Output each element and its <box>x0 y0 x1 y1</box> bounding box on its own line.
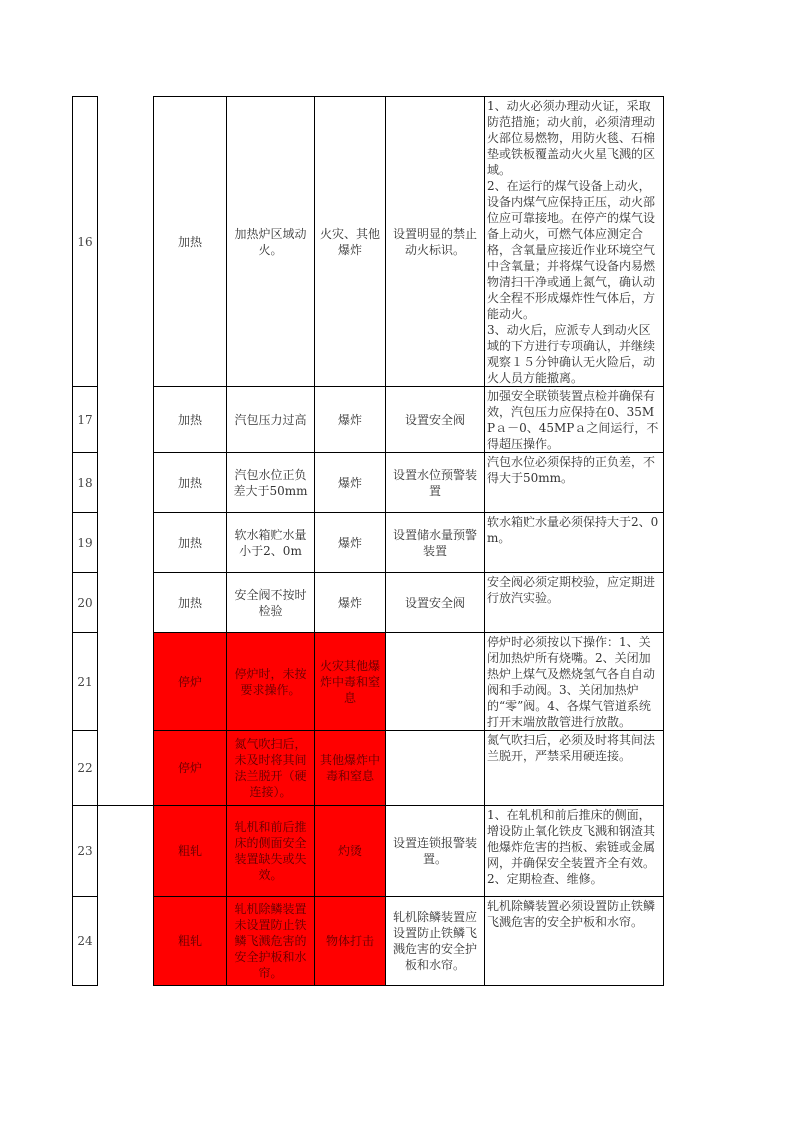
risk-control-table <box>72 96 664 986</box>
group-cell <box>98 97 154 806</box>
measure-paragraph: 加强安全联锁装置点检并确保有效，汽包压力应保持在0、35MPａ－0、45MPａ之间运行，不得超压操作。 <box>487 389 659 451</box>
accident-type-cell: 灼烫 <box>315 806 386 897</box>
management-measure-cell <box>485 897 664 986</box>
accident-type-cell: 物体打击 <box>315 897 386 986</box>
hazard-source-cell: 汽包水位正负差大于50mm <box>227 453 315 513</box>
row-number: 19 <box>73 513 98 573</box>
table-row <box>73 97 664 387</box>
hazard-source-cell: 轧机除鳞装置未设置防止铁鳞飞溅危害的安全护板和水帘。 <box>227 897 315 986</box>
control-measure-cell <box>386 731 485 806</box>
process-cell: 加热 <box>154 97 227 387</box>
table-row <box>73 806 664 897</box>
table-row <box>73 573 664 633</box>
row-number: 18 <box>73 453 98 513</box>
accident-type-cell: 火灾、其他爆炸 <box>315 97 386 387</box>
table-row <box>73 453 664 513</box>
group-cell <box>98 806 154 986</box>
measure-paragraph: 停炉时必须按以下操作：1、关闭加热炉所有烧嘴。2、关闭加热炉上煤气及燃烧氢气各自自动阀和手动阀。3、关闭加热炉的“零”阀。4、各煤气管道系统打开末端放散管进行放散。 <box>487 635 656 729</box>
measure-paragraph: 1、动火必须办理动火证，采取防范措施；动火前，必须清理动火部位易燃物，用防火毯、石棉垫或铁板覆盖动火火星飞溅的区域。 <box>487 99 656 177</box>
process-cell: 粗轧 <box>154 897 227 986</box>
hazard-source-cell: 氮气吹扫后，未及时将其间法兰脱开（硬连接）。 <box>227 731 315 806</box>
hazard-source-cell: 安全阀不按时检验 <box>227 573 315 633</box>
management-measure-cell <box>485 633 664 731</box>
table-row <box>73 387 664 453</box>
hazard-source-cell: 停炉时，未按要求操作。 <box>227 633 315 731</box>
row-number: 23 <box>73 806 98 897</box>
row-number: 21 <box>73 633 98 731</box>
accident-type-cell: 爆炸 <box>315 573 386 633</box>
table-row <box>73 633 664 731</box>
management-measure-cell <box>485 387 664 453</box>
hazard-source-cell: 软水箱贮水量小于2、0m <box>227 513 315 573</box>
table-row <box>73 513 664 573</box>
control-measure-cell: 设置明显的禁止动火标识。 <box>386 97 485 387</box>
management-measure-cell <box>485 453 664 513</box>
control-measure-cell: 设置储水量预警装置 <box>386 513 485 573</box>
row-number: 20 <box>73 573 98 633</box>
measure-paragraph: 氮气吹扫后，必须及时将其间法兰脱开，严禁采用硬连接。 <box>487 733 656 763</box>
accident-type-cell: 爆炸 <box>315 513 386 573</box>
row-number: 22 <box>73 731 98 806</box>
control-measure-cell: 轧机除鳞装置应设置防止铁鳞飞溅危害的安全护板和水帘。 <box>386 897 485 986</box>
management-measure-cell <box>485 97 664 387</box>
hazard-source-cell: 轧机和前后推床的侧面安全装置缺失或失效。 <box>227 806 315 897</box>
measure-paragraph: 2、在运行的煤气设备上动火，设备内煤气应保持正压，动火部位应可靠接地。在停产的煤气设备上动火，可燃气体应测定合格，含氧量应接近作业环境空气中含氧量；并将煤气设备内易燃物清扫干净或通上氮气，确认动火全程不形成爆炸性气体后，方能动火。 <box>487 179 656 321</box>
hazard-source-cell: 汽包压力过高 <box>227 387 315 453</box>
measure-paragraph: 3、动火后，应派专人到动火区域的下方进行专项确认，并继续观察１５分钟确认无火险后，动火人员方能撤离。 <box>487 323 656 385</box>
accident-type-cell: 爆炸 <box>315 387 386 453</box>
measure-paragraph: 轧机除鳞装置必须设置防止铁鳞飞溅危害的安全护板和水帘。 <box>487 899 656 929</box>
accident-type-cell: 火灾其他爆炸中毒和窒息 <box>315 633 386 731</box>
control-measure-cell: 设置安全阀 <box>386 573 485 633</box>
measure-paragraph: 软水箱贮水量必须保持大于2、0m。 <box>487 515 659 545</box>
process-cell: 加热 <box>154 573 227 633</box>
table-row <box>73 897 664 986</box>
measure-paragraph: 1、在轧机和前后推床的侧面，增设防止氧化铁皮飞溅和钢渣其他爆炸危害的挡板、索链或金属网，并确保安全装置齐全有效。 <box>487 808 656 870</box>
process-cell: 停炉 <box>154 731 227 806</box>
management-measure-cell <box>485 806 664 897</box>
measure-paragraph: 2、定期检查、维修。 <box>487 872 603 886</box>
row-number: 16 <box>73 97 98 387</box>
management-measure-cell <box>485 573 664 633</box>
measure-paragraph: 汽包水位必须保持的正负差，不得大于50mm。 <box>487 455 656 485</box>
management-measure-cell <box>485 513 664 573</box>
row-number: 24 <box>73 897 98 986</box>
control-measure-cell: 设置安全阀 <box>386 387 485 453</box>
process-cell: 加热 <box>154 453 227 513</box>
management-measure-cell <box>485 731 664 806</box>
control-measure-cell: 设置连锁报警装置。 <box>386 806 485 897</box>
process-cell: 停炉 <box>154 633 227 731</box>
control-measure-cell: 设置水位预警装置 <box>386 453 485 513</box>
measure-paragraph: 安全阀必须定期校验，应定期进行放汽实验。 <box>487 575 656 605</box>
process-cell: 粗轧 <box>154 806 227 897</box>
accident-type-cell: 其他爆炸中毒和窒息 <box>315 731 386 806</box>
accident-type-cell: 爆炸 <box>315 453 386 513</box>
hazard-source-cell: 加热炉区域动火。 <box>227 97 315 387</box>
control-measure-cell <box>386 633 485 731</box>
process-cell: 加热 <box>154 513 227 573</box>
process-cell: 加热 <box>154 387 227 453</box>
table-row <box>73 731 664 806</box>
row-number: 17 <box>73 387 98 453</box>
